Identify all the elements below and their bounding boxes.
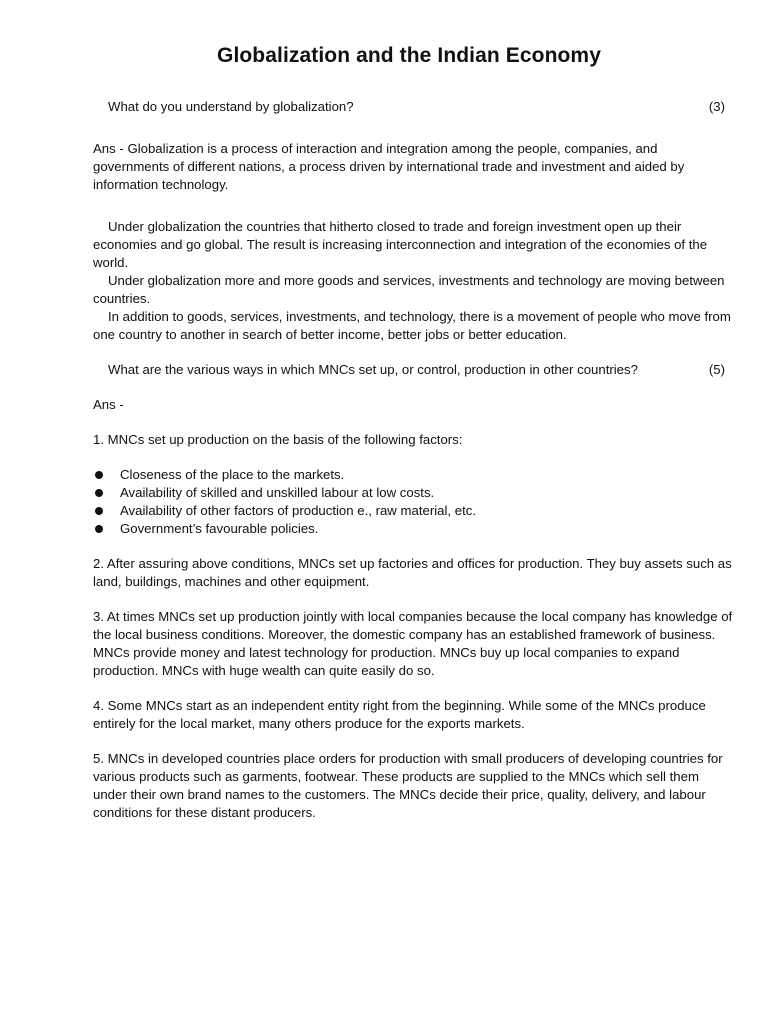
answer-1-paragraph-2: Under globalization more and more goods and services, investments and technology are moving between countries. bbox=[93, 273, 725, 306]
question-1-text: What do you understand by globalization? bbox=[108, 99, 354, 114]
answer-2-point-4: 4. Some MNCs start as an independent entity right from the beginning. While some of the MNCs produce entirely for the local market, many others produce for the exports markets. bbox=[93, 698, 706, 731]
answer-2-point-1: 1. MNCs set up production on the basis of the following factors: bbox=[93, 432, 463, 447]
bullet-icon bbox=[95, 507, 103, 515]
factors-list bbox=[93, 466, 733, 538]
list-item: Availability of other factors of production e., raw material, etc. bbox=[93, 502, 733, 520]
answer-1-paragraph-3: In addition to goods, services, investments, and technology, there is a movement of people who move from one country to another in search of better income, better jobs or better education. bbox=[93, 309, 731, 342]
question-2 bbox=[93, 361, 733, 379]
bullet-icon bbox=[95, 471, 103, 479]
document-body bbox=[93, 98, 733, 822]
list-item: Availability of skilled and unskilled labour at low costs. bbox=[93, 484, 733, 502]
answer-1-intro: Ans - Globalization is a process of interaction and integration among the people, companies, and governments of different nations, a process driven by international trade and investment and aided by information technology. bbox=[93, 141, 685, 192]
list-item: Government’s favourable policies. bbox=[93, 520, 733, 538]
answer-2-point-3: 3. At times MNCs set up production jointly with local companies because the local company has knowledge of the local business conditions. Moreover, the domestic company has an established framework of business. MNCs provide money and latest technology for production. MNCs buy up local companies to expand production. MNCs with huge wealth can quite easily do so. bbox=[93, 609, 733, 678]
answer-1-paragraph-1: Under globalization the countries that hitherto closed to trade and foreign investment open up their economies and go global. The result is increasing interconnection and integration of the economies of the world. bbox=[93, 219, 708, 270]
answer-2-point-5: 5. MNCs in developed countries place orders for production with small producers of developing countries for various products such as garments, footwear. These products are supplied to the MNCs which sell them under their own brand names to the customers. The MNCs decide their price, quality, delivery, and labour conditions for these distant producers. bbox=[93, 751, 723, 820]
question-1-marks: (3) bbox=[708, 99, 725, 114]
answer-2-label: Ans - bbox=[93, 397, 124, 412]
answer-2-point-2: 2. After assuring above conditions, MNCs set up factories and offices for production. They buy assets such as land, buildings, machines and other equipment. bbox=[93, 556, 732, 589]
question-2-marks: (5) bbox=[708, 362, 725, 377]
bullet-icon bbox=[95, 525, 103, 533]
bullet-icon bbox=[95, 489, 103, 497]
question-2-text: What are the various ways in which MNCs set up, or control, production in other countries? bbox=[108, 362, 638, 377]
question-1 bbox=[93, 98, 733, 116]
document-title: Globalization and the Indian Economy bbox=[217, 44, 601, 67]
list-item: Closeness of the place to the markets. bbox=[93, 466, 733, 484]
